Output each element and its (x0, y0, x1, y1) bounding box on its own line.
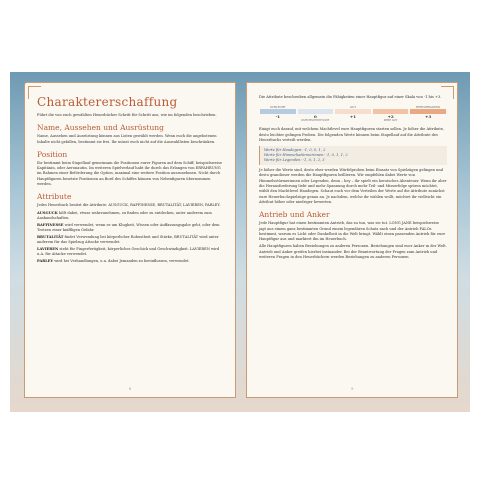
attribute-text: findet Verwendung bei körperlicher Robustheit und Stärke, BRUTALITÄT wird unter anderem für das Spielzug Attacke verwendet. (37, 234, 219, 244)
position-text: Ihr bestimmt beim Stapellauf gemeinsam die Positionen eurer Figuren auf dem Schiff, beispielsweise Kapitänin, oder Aeronautin. Im weiteren Spielverlauf habt ihr durch das Erlangen von ERFAHRUNG im Rahmen einer Beförderung die Option, maximal eine weitere Position auszunehmen. Nicht durch Hauptfiguren besetzte Positionen an Bord des Schiffes können von Nebenfiguren übernommen werden. (37, 160, 223, 187)
values-explanation: Je höher die Werte sind, desto eher werden Würfelproben beim Einsatz von Spielzügen gelingen und desto grandioser werden die Hauptfiguren brillieren. Wir empfehlen dabei Werte von Himmelsstürmerinnen oder Legenden, denn – hey – ihr spielt ein heroisches Abenteuer. Wenn ihr aber die Herausforderung liebt und mehr Spannung durch mehr Teil- und Misserfolge spüren möchtet, wählt den Machtlevel Haudegen. Schaut euch vor dem Verteilen der Werte auf die Attribute zunächst eure Heuerbuchspielzüge genau an. Je nachdem, welche ihr wählen wollt, möchtet ihr vielleicht ein Attribut höher oder niedriger bewerten. (259, 168, 447, 204)
book-spread (10, 72, 470, 412)
scale-value: -1 (275, 114, 281, 120)
anchor-text: Alle Hauptfiguren haben Beziehungen zu anderen Personen. Beziehungen sind euer Anker in der Welt. Antrieb und Anker greifen hierbei ineinander. Bei der Beantwortung der Fragen zum Antrieb und weiteren Fragen in den Heuerbüchern werden Beziehungen zu anderen Personen (259, 244, 447, 260)
attribute-item (37, 223, 225, 233)
scale-label: HERVORRAGEND (416, 106, 441, 110)
attributes-intro: Jedes Heuerbuch besitzt die Attribute: AUSGUCK, RAFFINESSE, BRUTALITÄT, LAVIEREN, PARLEY. (37, 203, 221, 208)
attribute-text: wird verwendet, wenn es um Klugheit, Wissen oder Auffassungsgabe geht, oder dem Trotzen einer kniffligen Gefahr. (37, 222, 220, 232)
attribute-item (37, 211, 225, 221)
attribute-name: RAFFINESSE (37, 222, 64, 227)
scale-value: 0 (313, 114, 317, 120)
page-title: Charaktererschaffung (37, 95, 178, 109)
scale-label: SCHLECHT (269, 106, 286, 110)
scale-label: DURCHSCHNITTLICH (301, 119, 330, 123)
attribute-name: AUSGUCK (37, 210, 58, 215)
power-level-item: Werte für Haudegen: -1, 0, 0, 1, 2 (264, 148, 326, 153)
section-heading-position: Position (37, 149, 68, 159)
section-heading-name: Name, Aussehen und Ausrüstung (37, 123, 164, 133)
attribute-scale (259, 106, 447, 122)
scale-label: SEHR GUT (383, 119, 398, 123)
section-heading-attributes: Attribute (37, 192, 72, 202)
attribute-text: wird bei Verhandlungen, u.a. dabei Jemanden zu beeinflussen, verwendet. (54, 258, 190, 263)
attribute-name: LAVIEREN (37, 246, 59, 251)
section-heading-drive-anchor: Antrieb und Anker (259, 210, 330, 220)
intro-text: Führt die von euch gewählten Heuerbücher Schritt für Schritt aus, wie im folgenden beschrieben. (37, 113, 217, 117)
right-page (246, 82, 458, 398)
attribute-name: PARLEY (37, 258, 54, 263)
attribute-text: hilft dabei, etwas wahrzunehmen, zu finden oder zu entdecken, unter anderem zum Auskundschaften. (37, 210, 212, 220)
power-level-item: Werte für Himmelsstürmerinnen: -1, 0, 1, 1, 2 (264, 153, 348, 158)
left-page (24, 82, 236, 398)
name-text: Name, Aussehen und Ausrüstung können aus Listen gewählt werden. Wenn euch die angebotenen Inhalte nicht gefallen, bestimmt sie frei. Ihr müsst euch nicht auf die Auswahllisten beschränken. (37, 134, 217, 144)
power-level-text: Einigt euch darauf, mit welchem Machtlevel eure Hauptfiguren starten sollen. Je höher die Attribute, desto leichter gelingen Proben. Die folgenden Werte können beim Stapellauf auf die Attribute des Heuerbuchs verteilt werden. (259, 127, 445, 142)
scale-value: +1 (349, 114, 357, 120)
page-number: 9 (351, 387, 354, 391)
scale-value: +2 (387, 114, 394, 120)
attribute-item (37, 235, 225, 245)
page-number: 8 (129, 387, 132, 391)
power-levels-box (259, 146, 447, 165)
attribute-name: BRUTALITÄT (37, 234, 64, 239)
scale-value: +3 (425, 114, 432, 120)
scale-label: GUT (349, 106, 356, 110)
scale-intro: Die Attribute beschreiben allgemein die Fähigkeiten einer Hauptfigur auf einer Skala von -1 bis +3. (259, 95, 442, 99)
attribute-item (37, 259, 225, 264)
power-level-item: Werte für Legenden: -1, 0, 1, 2, 3 (264, 158, 325, 163)
attribute-text: steht für Fingerfertigkeit, körperliches Geschick und Geschwindigkeit. LAVIEREN wird u.A. für Attacke verwendet. (37, 246, 220, 256)
drive-text: Jede Hauptfigur hat einen bestimmten Antrieb, das zu tun, was sie tut. LONG JANE beispielsweise jagt aus einem ganz bestimmten Grund einem legendären Schatz nach und der Antrieb FALOs bestimmt, warum es Licht oder Dunkelheit in die Welt bringt. Wählt einen passenden Antrieb für eure Hauptfigur aus und markiert ihn im Heuerbuch. (259, 221, 446, 242)
attribute-item (37, 247, 225, 257)
